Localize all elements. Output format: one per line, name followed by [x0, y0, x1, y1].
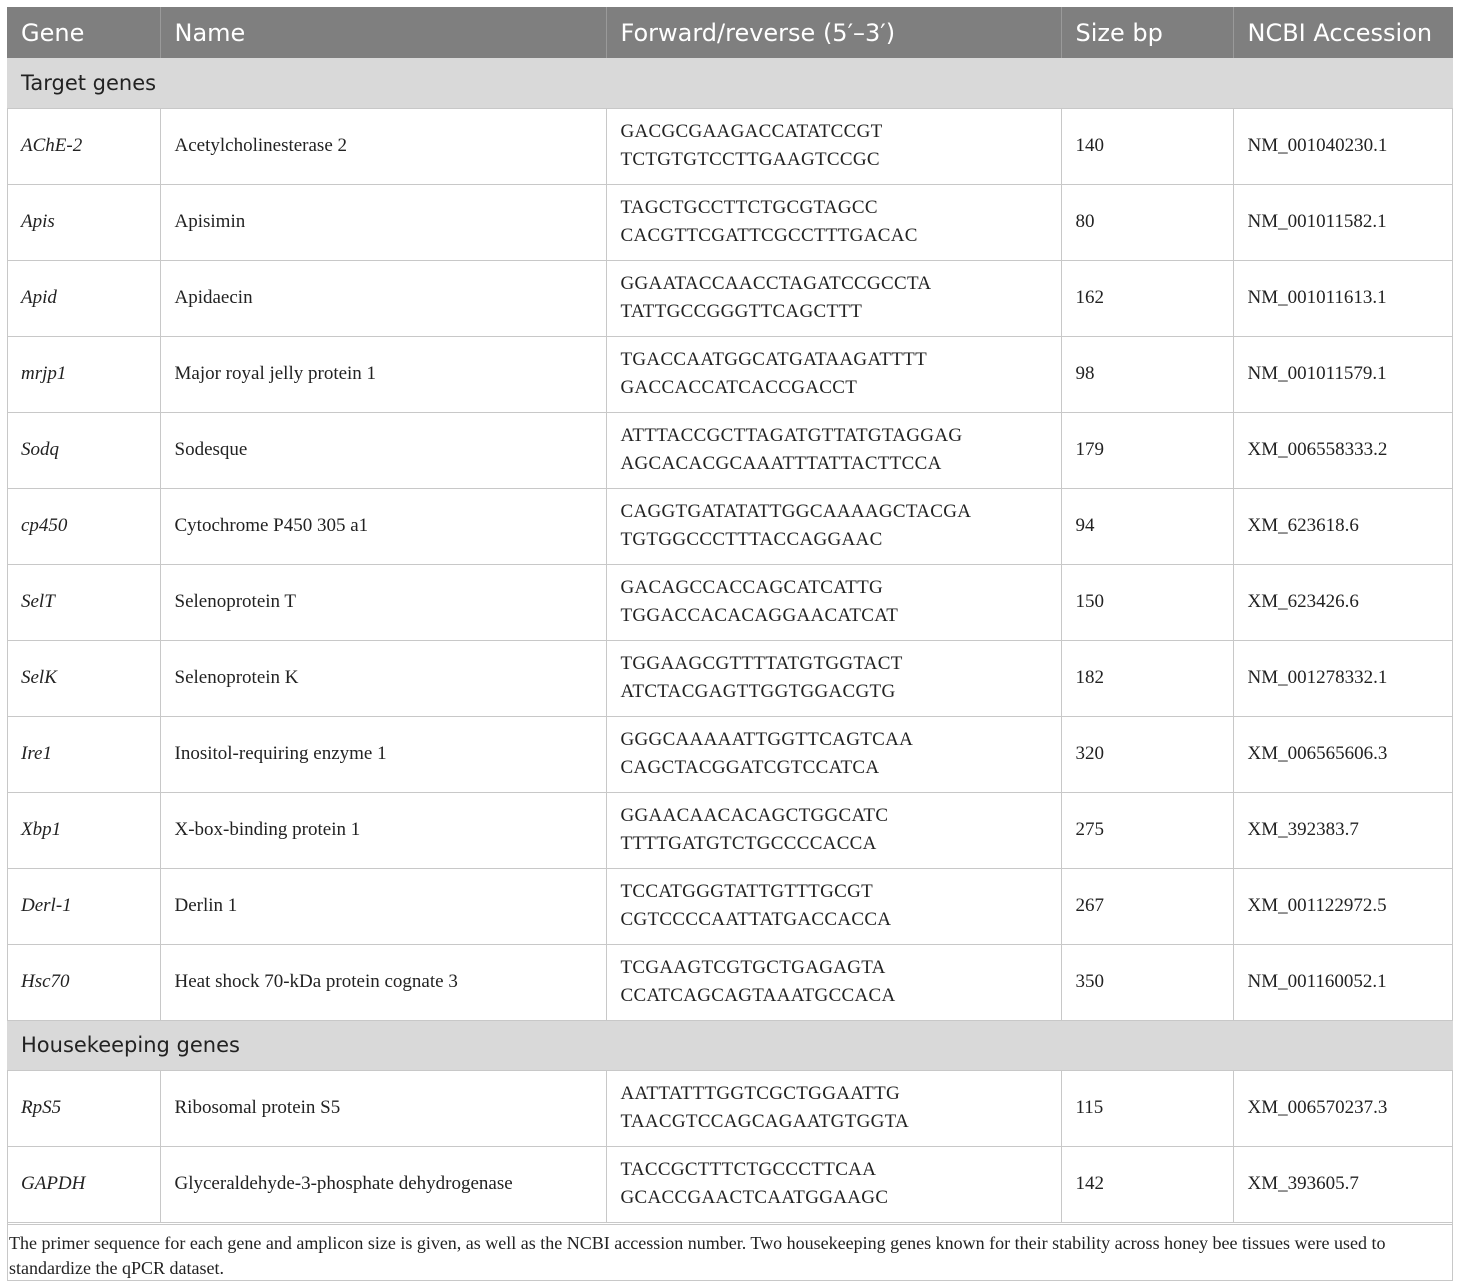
sequence-cell	[606, 868, 1061, 944]
sequence-cell	[606, 640, 1061, 716]
table-row	[7, 792, 1453, 868]
forward-primer: TAGCTGCCTTCTGCGTAGCC	[620, 197, 878, 218]
reverse-primer: CAGCTACGGATCGTCCATCA	[620, 757, 880, 778]
accession-cell: NM_001160052.1	[1233, 944, 1453, 1020]
accession-cell: XM_006570237.3	[1233, 1070, 1453, 1146]
accession-cell: XM_006565606.3	[1233, 716, 1453, 792]
forward-primer: TCGAAGTCGTGCTGAGAGTA	[620, 957, 886, 978]
table-row	[7, 640, 1453, 716]
table-row	[7, 1146, 1453, 1222]
table-row	[7, 336, 1453, 412]
table-row	[7, 868, 1453, 944]
size-cell: 115	[1061, 1070, 1233, 1146]
accession-cell: NM_001011613.1	[1233, 260, 1453, 336]
sequence-cell	[606, 336, 1061, 412]
accession-cell: NM_001011582.1	[1233, 184, 1453, 260]
forward-primer: TCCATGGGTATTGTTTGCGT	[620, 881, 874, 902]
name-cell: Heat shock 70-kDa protein cognate 3	[160, 944, 606, 1020]
forward-primer: GGAACAACACAGCTGGCATC	[620, 805, 889, 826]
table-row	[7, 184, 1453, 260]
name-cell: Major royal jelly protein 1	[160, 336, 606, 412]
table-row	[7, 412, 1453, 488]
gene-cell: GAPDH	[7, 1146, 160, 1222]
sequence-cell	[606, 792, 1061, 868]
sequence-cell	[606, 716, 1061, 792]
table-row	[7, 488, 1453, 564]
header-name: Name	[160, 7, 606, 58]
accession-cell: NM_001011579.1	[1233, 336, 1453, 412]
forward-primer: GGGCAAAAATTGGTTCAGTCAA	[620, 729, 914, 750]
sequence-cell	[606, 108, 1061, 184]
table-row	[7, 944, 1453, 1020]
forward-primer: GGAATACCAACCTAGATCCGCCTA	[620, 273, 932, 294]
gene-cell: Apis	[7, 184, 160, 260]
reverse-primer: GCACCGAACTCAATGGAAGC	[620, 1187, 889, 1208]
reverse-primer: AGCACACGCAAATTTATTACTTCCA	[620, 453, 942, 474]
size-cell: 275	[1061, 792, 1233, 868]
gene-cell: RpS5	[7, 1070, 160, 1146]
sequence-cell	[606, 1146, 1061, 1222]
gene-cell: cp450	[7, 488, 160, 564]
gene-cell: Sodq	[7, 412, 160, 488]
name-cell: Apisimin	[160, 184, 606, 260]
name-cell: Derlin 1	[160, 868, 606, 944]
forward-primer: GACGCGAAGACCATATCCGT	[620, 121, 883, 142]
reverse-primer: GACCACCATCACCGACCT	[620, 377, 858, 398]
reverse-primer: TGGACCACACAGGAACATCAT	[620, 605, 899, 626]
sequence-cell	[606, 944, 1061, 1020]
reverse-primer: TCTGTGTCCTTGAAGTCCGC	[620, 149, 880, 170]
accession-cell: NM_001040230.1	[1233, 108, 1453, 184]
size-cell: 320	[1061, 716, 1233, 792]
reverse-primer: CCATCAGCAGTAAATGCCACA	[620, 985, 896, 1006]
table-row	[7, 260, 1453, 336]
section-title: Housekeeping genes	[7, 1020, 1453, 1070]
size-cell: 98	[1061, 336, 1233, 412]
section-title: Target genes	[7, 58, 1453, 108]
table-row	[7, 1070, 1453, 1146]
name-cell: X-box-binding protein 1	[160, 792, 606, 868]
gene-cell: Ire1	[7, 716, 160, 792]
accession-cell: XM_392383.7	[1233, 792, 1453, 868]
size-cell: 150	[1061, 564, 1233, 640]
size-cell: 142	[1061, 1146, 1233, 1222]
name-cell: Sodesque	[160, 412, 606, 488]
table-row	[7, 108, 1453, 184]
reverse-primer: TAACGTCCAGCAGAATGTGGTA	[620, 1111, 910, 1132]
forward-primer: TGACCAATGGCATGATAAGATTTT	[620, 349, 927, 370]
accession-cell: XM_623618.6	[1233, 488, 1453, 564]
reverse-primer: TGTGGCCCTTTACCAGGAAC	[620, 529, 883, 550]
accession-cell: XM_001122972.5	[1233, 868, 1453, 944]
accession-cell: NM_001278332.1	[1233, 640, 1453, 716]
sequence-cell	[606, 184, 1061, 260]
reverse-primer: CACGTTCGATTCGCCTTTGACAC	[620, 225, 918, 246]
size-cell: 350	[1061, 944, 1233, 1020]
forward-primer: CAGGTGATATATTGGCAAAAGCTACGA	[620, 501, 972, 522]
primer-table	[7, 7, 1453, 1223]
size-cell: 182	[1061, 640, 1233, 716]
sequence-cell	[606, 260, 1061, 336]
sequence-cell	[606, 412, 1061, 488]
size-cell: 94	[1061, 488, 1233, 564]
section-row	[7, 58, 1453, 108]
sequence-cell	[606, 488, 1061, 564]
name-cell: Ribosomal protein S5	[160, 1070, 606, 1146]
section-row	[7, 1020, 1453, 1070]
accession-cell: XM_006558333.2	[1233, 412, 1453, 488]
name-cell: Acetylcholinesterase 2	[160, 108, 606, 184]
accession-cell: XM_393605.7	[1233, 1146, 1453, 1222]
header-size: Size bp	[1061, 7, 1233, 58]
reverse-primer: TATTGCCGGGTTCAGCTTT	[620, 301, 863, 322]
forward-primer: GACAGCCACCAGCATCATTG	[620, 577, 884, 598]
table-row	[7, 716, 1453, 792]
gene-cell: Apid	[7, 260, 160, 336]
reverse-primer: TTTTGATGTCTGCCCCACCA	[620, 833, 877, 854]
forward-primer: AATTATTTGGTCGCTGGAATTG	[620, 1083, 900, 1104]
table-body	[7, 58, 1453, 1222]
size-cell: 80	[1061, 184, 1233, 260]
size-cell: 267	[1061, 868, 1233, 944]
forward-primer: TACCGCTTTCTGCCCTTCAA	[620, 1159, 877, 1180]
name-cell: Apidaecin	[160, 260, 606, 336]
gene-cell: mrjp1	[7, 336, 160, 412]
gene-cell: SelK	[7, 640, 160, 716]
name-cell: Cytochrome P450 305 a1	[160, 488, 606, 564]
table-header	[7, 7, 1453, 58]
size-cell: 162	[1061, 260, 1233, 336]
header-row	[7, 7, 1453, 58]
name-cell: Glyceraldehyde-3-phosphate dehydrogenase	[160, 1146, 606, 1222]
accession-cell: XM_623426.6	[1233, 564, 1453, 640]
gene-cell: AChE-2	[7, 108, 160, 184]
table-row	[7, 564, 1453, 640]
name-cell: Selenoprotein K	[160, 640, 606, 716]
name-cell: Selenoprotein T	[160, 564, 606, 640]
size-cell: 179	[1061, 412, 1233, 488]
gene-cell: Hsc70	[7, 944, 160, 1020]
reverse-primer: CGTCCCCAATTATGACCACCA	[620, 909, 892, 930]
sequence-cell	[606, 1070, 1061, 1146]
sequence-cell	[606, 564, 1061, 640]
reverse-primer: ATCTACGAGTTGGTGGACGTG	[620, 681, 896, 702]
header-gene: Gene	[7, 7, 160, 58]
size-cell: 140	[1061, 108, 1233, 184]
header-accession: NCBI Accession	[1233, 7, 1453, 58]
gene-cell: SelT	[7, 564, 160, 640]
name-cell: Inositol-requiring enzyme 1	[160, 716, 606, 792]
gene-cell: Xbp1	[7, 792, 160, 868]
header-sequence: Forward/reverse (5′–3′)	[606, 7, 1061, 58]
forward-primer: TGGAAGCGTTTTATGTGGTACT	[620, 653, 903, 674]
table-footnote: The primer sequence for each gene and amplicon size is given, as well as the NCBI accession number. Two housekeeping genes known for their stability across honey bee tissues were used to standardize the qPCR dataset.	[7, 1224, 1453, 1281]
forward-primer: ATTTACCGCTTAGATGTTATGTAGGAG	[620, 425, 963, 446]
gene-cell: Derl-1	[7, 868, 160, 944]
